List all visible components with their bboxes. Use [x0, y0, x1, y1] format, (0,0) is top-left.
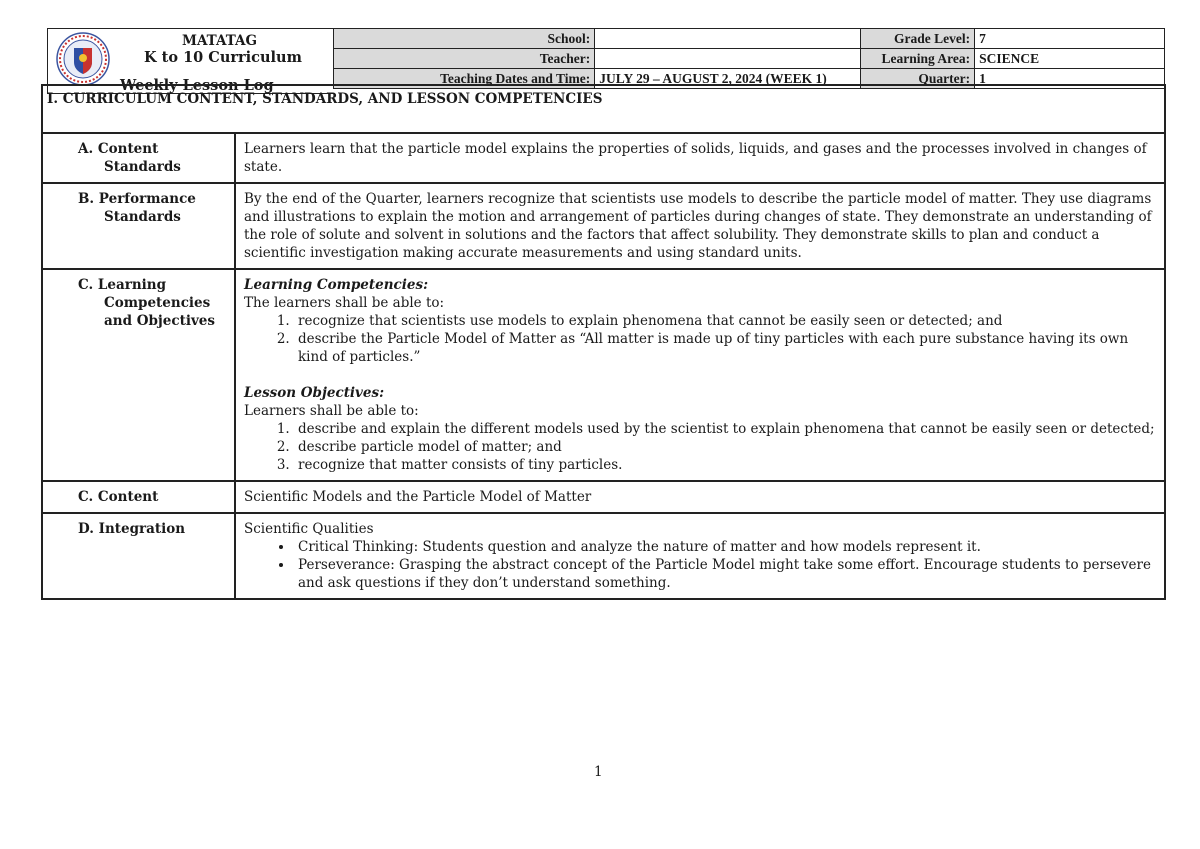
teacher-field[interactable] [595, 49, 861, 69]
label-line: C. Learning [78, 277, 167, 293]
learning-area-label: Learning Area: [861, 49, 975, 69]
label-line: B. Performance [78, 191, 196, 207]
quarter-label: Quarter: [861, 69, 975, 89]
lesson-objectives-intro: Learners shall be able to: [244, 403, 419, 419]
integration-list [244, 538, 1158, 592]
competencies-content [235, 269, 1165, 481]
label-line: Standards [104, 159, 181, 175]
school-label: School: [334, 29, 595, 49]
teacher-label: Teacher: [334, 49, 595, 69]
teaching-dates-label: Teaching Dates and Time: [334, 69, 595, 89]
learning-area-field[interactable]: SCIENCE [975, 49, 1165, 69]
integration-intro: Scientific Qualities [244, 521, 374, 537]
competencies-label [42, 269, 235, 481]
header-fields-table [333, 28, 1165, 89]
page-number: 1 [594, 764, 603, 780]
content-standards-text: Learners learn that the particle model explains the properties of solids, liquids, and gases and the processes involved in changes of state. [235, 133, 1165, 183]
grade-level-label: Grade Level: [861, 29, 975, 49]
grade-level-field[interactable]: 7 [975, 29, 1165, 49]
quarter-field[interactable]: 1 [975, 69, 1165, 89]
deped-seal-icon [56, 32, 110, 86]
label-line: Standards [104, 209, 181, 225]
content-row [42, 481, 1165, 513]
lesson-log-table [41, 84, 1166, 600]
competencies-row [42, 269, 1165, 481]
list-item: 1. recognize that scientists use models to explain phenomena that cannot be easily seen or detected; and [294, 312, 1158, 330]
performance-standards-label [42, 183, 235, 269]
list-item: • Perseverance: Grasping the abstract concept of the Particle Model might take some effort. Encourage students to persevere and ask questions if they don’t understand something. [294, 556, 1158, 592]
integration-content [235, 513, 1165, 599]
section-header-row [42, 85, 1165, 133]
learning-competencies-intro: The learners shall be able to: [244, 295, 445, 311]
label-line: Competencies [104, 295, 211, 311]
label-line: C. Content [78, 489, 159, 505]
label-line: D. Integration [78, 521, 186, 537]
list-item: 2. describe particle model of matter; and [294, 438, 1158, 456]
brand-subtitle: K to 10 Curriculum [144, 49, 302, 66]
header-row-school [334, 29, 1165, 49]
header-row-teacher [334, 49, 1165, 69]
brand-doc-type: Weekly Lesson Log [120, 77, 274, 94]
list-item: • Critical Thinking: Students question and analyze the nature of matter and how models represent it. [294, 538, 1158, 556]
list-item: 2. describe the Particle Model of Matter as “All matter is made up of tiny particles with each pure substance having its own kind of particles.” [294, 330, 1158, 366]
integration-row [42, 513, 1165, 599]
performance-standards-row [42, 183, 1165, 269]
content-text: Scientific Models and the Particle Model of Matter [235, 481, 1165, 513]
content-standards-row [42, 133, 1165, 183]
content-label [42, 481, 235, 513]
integration-label [42, 513, 235, 599]
school-field[interactable] [595, 29, 861, 49]
teaching-dates-field[interactable]: JULY 29 – AUGUST 2, 2024 (WEEK 1) [595, 69, 861, 89]
label-line: A. Content [78, 141, 159, 157]
brand-title: MATATAG [182, 33, 258, 49]
learning-competencies-list [244, 312, 1158, 366]
lesson-objectives-list [244, 420, 1158, 474]
section-title: I. CURRICULUM CONTENT, STANDARDS, AND LESSON COMPETENCIES [42, 85, 1165, 133]
list-item: 1. describe and explain the different models used by the scientist to explain phenomena that cannot be easily seen or detected; [294, 420, 1158, 438]
learning-competencies-heading: Learning Competencies: [244, 277, 429, 293]
lesson-objectives-heading: Lesson Objectives: [244, 385, 385, 401]
content-standards-label [42, 133, 235, 183]
performance-standards-text: By the end of the Quarter, learners recognize that scientists use models to describe the particle model of matter. They use diagrams and illustrations to explain the motion and arrangement of particles during changes of state. They demonstrate an understanding of the role of solute and solvent in solutions and the factors that affect solubility. They demonstrate skills to plan and conduct a scientific investigation making accurate measurements and using standard units. [235, 183, 1165, 269]
list-item: 3. recognize that matter consists of tiny particles. [294, 456, 1158, 474]
label-line: and Objectives [104, 313, 215, 329]
